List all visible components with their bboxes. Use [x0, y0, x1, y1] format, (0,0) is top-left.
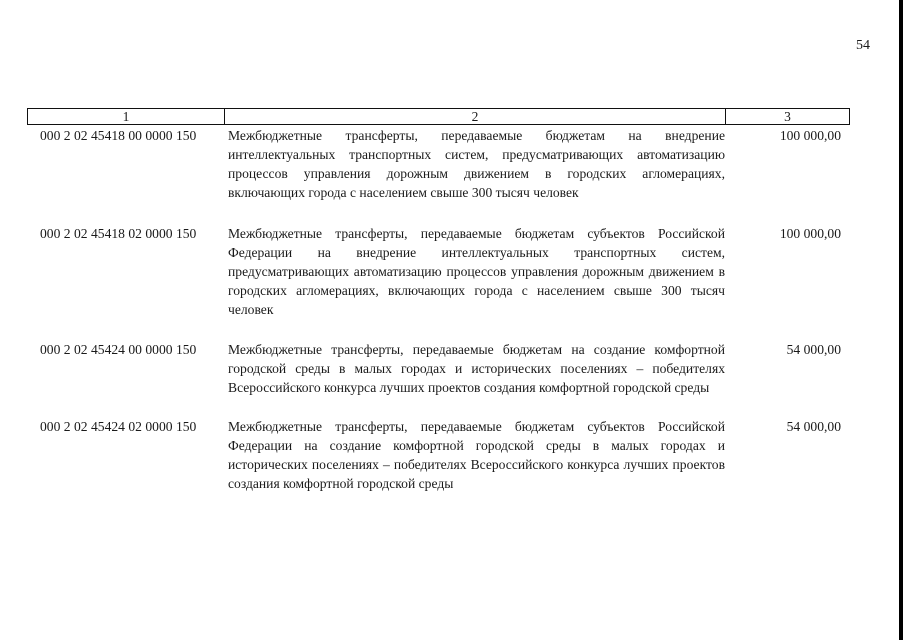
header-cell-3: 3: [784, 109, 791, 124]
table-header-row: [27, 108, 850, 125]
budget-classification-code: 000 2 02 45424 02 0000 150: [40, 419, 197, 434]
budget-classification-code: 000 2 02 45424 00 0000 150: [40, 342, 197, 357]
row-amount: 54 000,00: [786, 419, 841, 434]
page-number: 54: [856, 38, 870, 53]
row-amount: 100 000,00: [779, 128, 841, 143]
header-cell-1: 1: [28, 109, 225, 124]
row-description: Межбюджетные трансферты, передаваемые бюджетам субъектов Российской Федерации на внедрение интеллектуальных транспортных систем, предусматривающих автоматизацию процессов управления дорожным движением в городских агломерациях, включающих города с населением свыше 300 тысяч человек: [228, 226, 725, 317]
page-edge-border: [899, 0, 903, 640]
row-description: Межбюджетные трансферты, передаваемые бюджетам на создание комфортной городской среды в малых городах и исторических поселениях – победителях Всероссийского конкурса лучших проектов создания комфортной городской среды: [228, 342, 725, 395]
budget-classification-code: 000 2 02 45418 00 0000 150: [40, 128, 197, 143]
row-amount: 100 000,00: [779, 226, 841, 241]
budget-classification-code: 000 2 02 45418 02 0000 150: [40, 226, 197, 241]
row-amount: 54 000,00: [786, 342, 841, 357]
row-description: Межбюджетные трансферты, передаваемые бюджетам субъектов Российской Федерации на создание комфортной городской среды в малых городах и исторических поселениях – победителях Всероссийского конкурса лучших проектов создания комфортной городской среды: [228, 419, 725, 491]
header-cell-2: 2: [225, 109, 726, 124]
row-description: Межбюджетные трансферты, передаваемые бюджетам на внедрение интеллектуальных транспортных систем, предусматривающих автоматизацию процессов управления дорожным движением в городских агломерациях, включающих города с населением свыше 300 тысяч человек: [228, 128, 725, 200]
